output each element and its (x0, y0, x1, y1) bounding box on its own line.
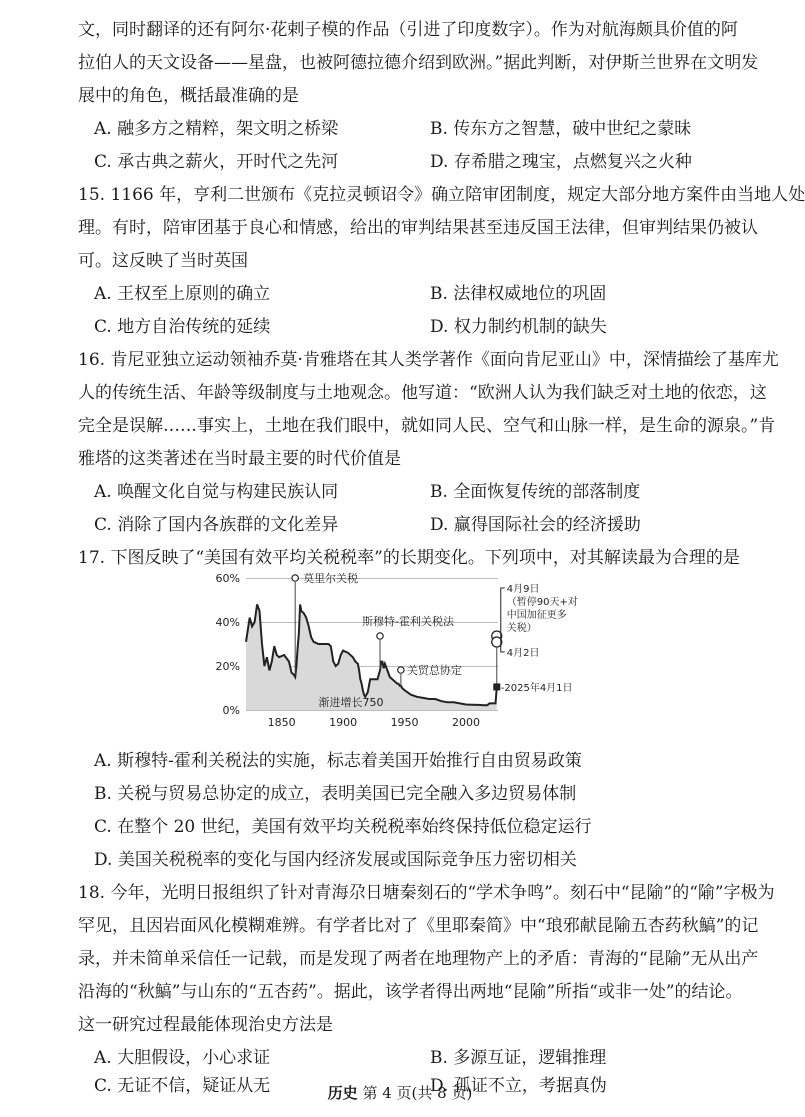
y-tick-label: 0% (222, 704, 240, 717)
q16-line-1: 16. 肯尼亚独立运动领袖乔莫·肯雅塔在其人类学著作《面向肯尼亚山》中，深情描绘了基库尤 (78, 350, 779, 370)
annotation-apr9-line: （暂停90天+对 (506, 597, 578, 608)
q14-option-d[interactable]: D. 存希腊之瑰宝，点燃复兴之火种 (430, 152, 692, 172)
gatt-pin-marker (398, 667, 404, 673)
q18-option-c[interactable]: C. 无证不信，疑证从无 (94, 1076, 271, 1096)
q15-option-b[interactable]: B. 法律权威地位的巩固 (430, 284, 607, 304)
q14-option-b[interactable]: B. 传东方之智慧，破中世纪之蒙昧 (430, 119, 692, 139)
annotation-apr1: -2025年4月1日 (500, 682, 573, 694)
q18-option-b[interactable]: B. 多源互证，逻辑推理 (430, 1048, 607, 1068)
q16-option-a[interactable]: A. 唤醒文化自觉与构建民族认同 (94, 482, 339, 502)
q14-line-1: 文，同时翻译的还有阿尔·花剌子模的作品（引进了印度数字）。作为对航海颇具价值的阿 (78, 20, 738, 40)
q18-option-a[interactable]: A. 大胆假设，小心求证 (94, 1048, 271, 1068)
annotation-apr9-line: 4月9日 (506, 584, 540, 595)
y-tick-label: 40% (215, 616, 240, 629)
smoot-pin-marker (377, 633, 383, 639)
q17-option-c[interactable]: C. 在整个 20 世纪，美国有效平均关税税率始终保持低位稳定运行 (94, 817, 592, 837)
y-tick-label: 60% (215, 572, 240, 585)
q17-option-a[interactable]: A. 斯穆特-霍利关税法的实施，标志着美国开始推行自由贸易政策 (94, 751, 582, 771)
x-tick-label: 1900 (329, 716, 358, 729)
q16-option-c[interactable]: C. 消除了国内各族群的文化差异 (94, 515, 339, 535)
q16-line-3: 完全是误解……事实上，土地在我们眼中，就如同人民、空气和山脉一样，是生命的源泉。”肯 (78, 416, 776, 436)
q14-option-a[interactable]: A. 融多方之精粹，架文明之桥梁 (94, 119, 339, 139)
q16-option-d[interactable]: D. 赢得国际社会的经济援助 (430, 515, 641, 535)
q15-option-a[interactable]: A. 王权至上原则的确立 (94, 284, 271, 304)
y-tick-label: 20% (215, 660, 240, 673)
q14-line-2: 拉伯人的天文设备——星盘，也被阿德拉德介绍到欧洲。”据此判断，对伊斯兰世界在文明发 (78, 53, 759, 73)
q18-line-5: 这一研究过程最能体现治史方法是 (78, 1015, 333, 1035)
q17-option-d[interactable]: D. 美国关税税率的变化与国内经济发展或国际竞争压力密切相关 (94, 850, 577, 870)
annotation-smoot: 斯穆特-霍利关税法 (361, 615, 454, 628)
x-tick-label: 2000 (452, 716, 481, 729)
q15-line-2: 理。有时，陪审团基于良心和情感，给出的审判结果甚至违反国王法律，但审判结果仍被认 (78, 218, 758, 238)
footer-subject: 历史 (327, 1084, 358, 1102)
annotation-apr9-line: 中国加征更多 (506, 610, 567, 621)
q15-option-c[interactable]: C. 地方自治传统的延续 (94, 317, 271, 337)
page-footer (0, 1082, 800, 1103)
q15-option-d[interactable]: D. 权力制约机制的缺失 (430, 317, 607, 337)
q18-line-4: 沿海的“秋鰝”与山东的“五杏药”。据此，该学者得出两地“昆隃”所指“或非一处”的结论。 (78, 982, 743, 1002)
q18-line-3: 录，并未简单采信任一记载，而是发现了两者在地理物产上的矛盾：青海的“昆隃”无从出产 (78, 949, 759, 969)
annotation-apr2: 4月2日 (506, 648, 540, 659)
footer-page-number: 第 4 页(共 8 页) (362, 1084, 473, 1102)
q18-option-d[interactable]: D. 孤证不立，考据真伪 (430, 1076, 607, 1096)
q16-option-b[interactable]: B. 全面恢复传统的部落制度 (430, 482, 641, 502)
q14-option-c[interactable]: C. 承古典之薪火，开时代之先河 (94, 152, 339, 172)
morrill-pin-marker (292, 575, 298, 581)
annotation-apr9-line: 关税） (506, 623, 537, 634)
q18-line-2: 罕见，且因岩面风化模糊难辨。有学者比对了《里耶秦简》中“琅邪献昆隃五杏药秋鰝”的记 (78, 916, 759, 936)
tariff-chart (200, 572, 578, 778)
x-tick-label: 1850 (267, 716, 296, 729)
apr1-marker (493, 683, 500, 690)
annotation-gatt: 关贸总协定 (406, 664, 462, 677)
q18-line-1: 18. 今年，光明日报组织了针对青海尕日塘秦刻石的“学术争鸣”。刻石中“昆隃”的“隃”字极为 (78, 883, 775, 903)
q16-line-4: 雅塔的这类著述在当时最主要的时代价值是 (78, 449, 401, 469)
q17-option-b[interactable]: B. 关税与贸易总协定的成立，表明美国已完全融入多边贸易体制 (94, 784, 577, 804)
annotation-morrill: 莫里尔关税 (303, 572, 359, 585)
q14-line-3: 展中的角色，概括最准确的是 (78, 86, 299, 106)
q15-line-3: 可。这反映了当时英国 (78, 251, 248, 271)
q16-line-2: 人的传统生活、年龄等级制度与土地观念。他写道：“欧洲人认为我们缺乏对土地的依恋，这 (78, 383, 767, 403)
q15-line-1: 15. 1166 年，亨利二世颁布《克拉灵顿诏令》确立陪审团制度，规定大部分地方案件由当地人处 (78, 185, 805, 205)
annotation-shaded-label: 渐进增长750 (318, 696, 384, 709)
x-tick-label: 1950 (390, 716, 419, 729)
q17-line-1: 17. 下图反映了“美国有效平均关税税率”的长期变化。下列项中，对其解读最为合理的是 (78, 548, 740, 568)
